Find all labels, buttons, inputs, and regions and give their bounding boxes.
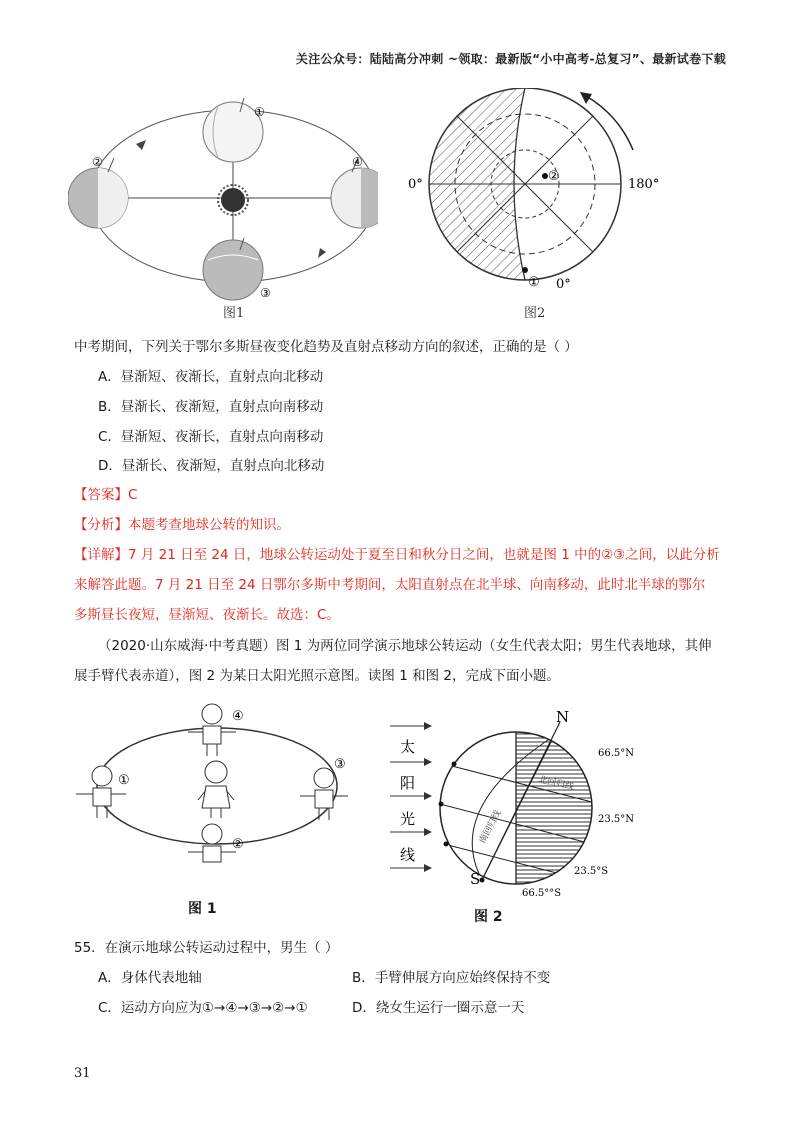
- sunlight-char-2: 阳: [400, 774, 416, 792]
- right-degree-label: 180°: [628, 177, 660, 192]
- students-orbit-figure: [72, 700, 362, 870]
- sunlight-arrow-icon: [424, 792, 432, 800]
- question-55-stem: 55．在演示地球公转运动过程中，男生（ ）: [74, 940, 339, 956]
- intro-line-1: （2020·山东威海·中考真题）图 1 为两位同学演示地球公转运动（女生代表太阳；男生代表地球，其伸: [98, 638, 712, 654]
- sunlight-char-3: 光: [400, 810, 416, 828]
- figure-1-caption-top: 图1: [223, 306, 245, 321]
- marker-1: ①: [254, 105, 265, 119]
- question-55-option-b: B．手臂伸展方向应始终保持不变: [352, 970, 551, 986]
- point-2-label: ②: [548, 169, 560, 184]
- polar-illumination-figure-2: [408, 88, 698, 308]
- option-b: B．昼渐长、夜渐短，直射点向南移动: [98, 399, 324, 415]
- student-marker-3: ③: [334, 757, 346, 772]
- lat-66-5-n-label: 66.5°N: [598, 748, 635, 759]
- sunlight-char-1: 太: [400, 738, 416, 756]
- marker-3: ③: [260, 286, 271, 300]
- arc-upper-label: 北回归线: [537, 775, 575, 793]
- globe-sunlight-figure: [384, 704, 644, 904]
- rotation-arrow: [586, 96, 633, 150]
- analysis-line: 【分析】本题考查地球公转的知识。: [74, 517, 290, 533]
- option-a: A．昼渐短、夜渐长，直射点向北移动: [98, 369, 324, 385]
- sunlight-arrow-icon: [424, 722, 432, 730]
- lat-23-5-s-label: 23.5°S: [574, 866, 609, 877]
- girl-figure-center: [198, 761, 234, 818]
- lat-23-5-n-label: 23.5°N: [598, 814, 635, 825]
- point-1-dot: [522, 267, 528, 273]
- left-degree-label: 0°: [408, 177, 423, 192]
- marker-2: ②: [92, 155, 103, 169]
- earth-position-bottom: [203, 238, 263, 300]
- figure-2-caption-bottom: 图 2: [474, 909, 503, 925]
- bottom-degree-label: 0°: [556, 277, 571, 292]
- north-label: N: [556, 708, 570, 726]
- lat-66-5-s-label: 66.5°°S: [522, 888, 562, 899]
- sunlight-arrow-icon: [424, 758, 432, 766]
- sunlight-char-4: 线: [400, 846, 416, 864]
- orbit-arrow-icon: [136, 140, 146, 150]
- arc-lower-label: 南回归线: [477, 808, 504, 846]
- intro-line-2: 展手臂代表赤道），图 2 为某日太阳光照示意图。读图 1 和图 2，完成下面小题。: [74, 668, 560, 684]
- question-55-option-c: C．运动方向应为①→④→③→②→①: [98, 1000, 308, 1016]
- marker-4: ④: [352, 155, 363, 169]
- detail-line-1: 【详解】7 月 21 日至 24 日，地球公转运动处于夏至日和秋分日之间，也就是图 1 中的②③之间，以此分析: [74, 547, 720, 563]
- page-number: 31: [74, 1066, 91, 1081]
- question-stem: 中考期间，下列关于鄂尔多斯昼夜变化趋势及直射点移动方向的叙述，正确的是（ ）: [74, 339, 578, 355]
- sunlight-arrow-icon: [424, 864, 432, 872]
- option-c: C．昼渐短、夜渐长，直射点向南移动: [98, 429, 324, 445]
- detail-line-3: 多斯昼长夜短，昼渐短、夜渐长。故选：C。: [74, 607, 340, 623]
- student-marker-1: ①: [118, 773, 130, 788]
- figure-1-caption-bottom: 图 1: [188, 901, 217, 917]
- south-label: S: [470, 870, 481, 888]
- page-header: 关注公众号：陆陆高分冲刺 ~领取：最新版“小中高考-总复习”、最新试卷下载: [295, 52, 726, 66]
- sun-icon: [221, 188, 245, 212]
- student-marker-2: ②: [232, 837, 244, 852]
- student-marker-4: ④: [232, 709, 244, 724]
- earth-orbit-figure-1: [68, 92, 378, 322]
- answer-line: 【答案】C: [74, 487, 138, 503]
- detail-line-2: 来解答此题。7 月 21 日至 24 日鄂尔多斯中考期间，太阳直射点在北半球、向南移动，此时北半球的鄂尔: [74, 577, 706, 593]
- figure-2-caption-top: 图2: [524, 306, 546, 321]
- orbit-arrow-icon: [318, 248, 326, 258]
- sunlight-arrow-icon: [424, 828, 432, 836]
- student-figure-top: [188, 704, 236, 756]
- option-d: D．昼渐长、夜渐短，直射点向北移动: [98, 458, 325, 474]
- point-1-label: ①: [528, 275, 540, 290]
- question-55-option-a: A．身体代表地轴: [98, 970, 202, 986]
- question-55-option-d: D．绕女生运行一圈示意一天: [352, 1000, 525, 1016]
